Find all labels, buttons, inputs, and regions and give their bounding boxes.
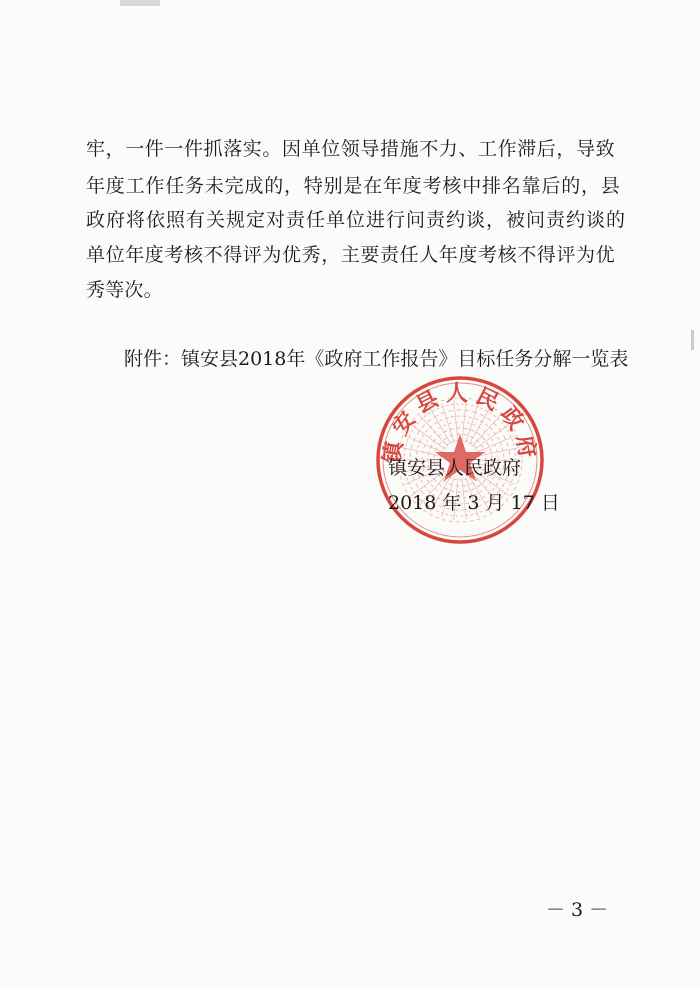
body-line-5: 秀等次。 (86, 279, 163, 301)
attachment-note: 附件：镇安县2018年《政府工作报告》目标任务分解一览表 (124, 348, 629, 370)
scan-mark (120, 0, 160, 6)
signing-date: 2018 年 3 月 17 日 (388, 492, 560, 514)
signer-name: 镇安县人民政府 (388, 457, 522, 479)
body-line-1: 牢，一件一件抓落实。因单位领导措施不力、工作滞后，导致 (86, 138, 616, 160)
body-line-2: 年度工作任务未完成的，特别是在年度考核中排名靠后的，县 (86, 175, 621, 197)
body-line-4: 单位年度考核不得评为优秀，主要责任人年度考核不得评为优 (86, 244, 616, 266)
scan-mark-margin (691, 330, 694, 350)
seal-text: 镇安县人民政府 (378, 380, 542, 466)
body-line-3: 政府将依照有关规定对责任单位进行问责约谈，被问责约谈的 (86, 209, 627, 231)
page-number: － 3 － (546, 899, 609, 921)
